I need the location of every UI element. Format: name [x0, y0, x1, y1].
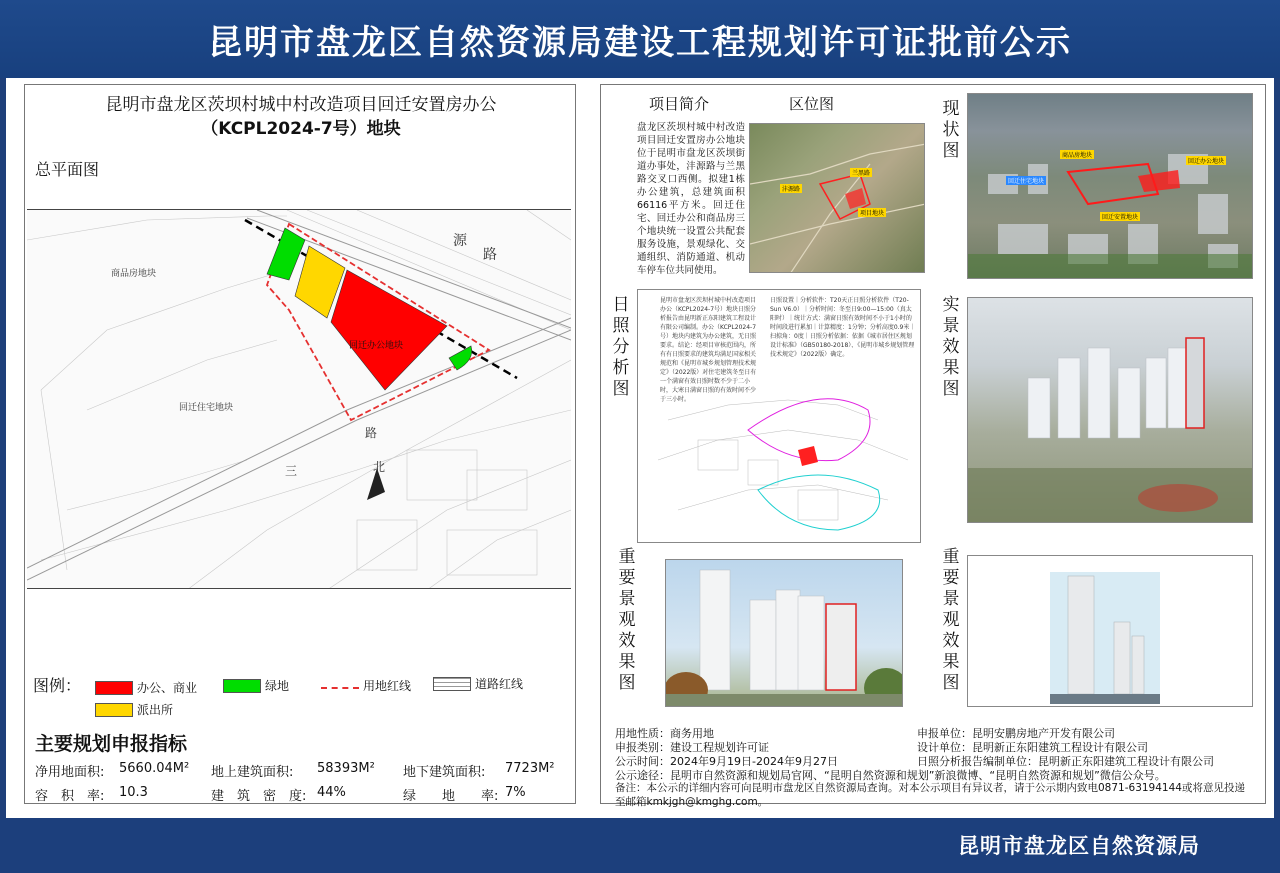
key-view-label-2: 重要景观效果图: [942, 547, 960, 693]
legend-office-swatch: [95, 681, 133, 695]
road-name-char-4: 路: [365, 426, 378, 440]
green-ratio-label: 绿 地 率:: [403, 789, 499, 804]
category: 申报类别：建设工程规划许可证: [615, 741, 769, 754]
road-name-char-3: 北: [373, 460, 386, 474]
commercial-plot-label: 商品房地块: [111, 269, 157, 279]
legend-green-swatch: [223, 679, 261, 693]
sunlight-text-right: 日照设置｜分析软件：T20天正日照分析软件（T20-Sun V6.0）｜分析时间：冬至日9:00—15:00（真太阳时）｜统计方式：满窗日照有效时间不小于1小时的时间段进行累加｜计算精度：1分钟；分析高度0.9米｜扫掠角：0度｜日照分析依据：依据《城市居住区规划设计标准》（GB50180-2018）、《昆明市城乡规划管理技术规定》（2022版）确定。: [770, 297, 916, 358]
header-banner: [0, 0, 1280, 78]
net-area-label: 净用地面积:: [35, 765, 105, 780]
page-title: 昆明市盘龙区自然资源局建设工程规划许可证批前公示: [208, 22, 1072, 63]
site-plan-map: [27, 209, 571, 589]
above-area-value: 58393M²: [317, 761, 375, 776]
location-map: [749, 123, 925, 273]
road-name-char-2: 路: [483, 247, 497, 263]
green-ratio-value: 7%: [505, 785, 526, 800]
office-plot-label: 回迁办公地块: [349, 341, 404, 351]
legend-site-line-swatch: [321, 687, 359, 689]
legend-road-line-swatch: [433, 677, 471, 691]
resettlement-plot-label: 回迁住宅地块: [179, 403, 234, 413]
road-name-char-5: 三: [285, 464, 298, 478]
key-view-render-1: [665, 559, 903, 707]
location-label: 区位图: [789, 95, 835, 113]
project-info-panel: [600, 84, 1266, 808]
legend-title: 图例：: [33, 676, 82, 695]
site-plan-drawing: [27, 210, 571, 589]
legend-road-line: 道路红线: [433, 675, 523, 692]
below-area-value: 7723M²: [505, 761, 555, 776]
site-plan-panel: [24, 84, 576, 804]
key-view-render-2: [967, 555, 1253, 707]
notice-board: [6, 78, 1274, 818]
period: 公示时间：2024年9月19日-2024年9月27日: [615, 755, 838, 768]
key-view-drawing-1: [666, 560, 903, 707]
status-tag-1: 商品房地块: [1062, 152, 1093, 159]
sunlight-label: 日照分析图: [612, 295, 630, 399]
sun-report-unit: 日照分析报告编制单位：昆明新正东阳建筑工程设计有限公司: [917, 755, 1214, 768]
realview-label: 实景效果图: [942, 295, 960, 399]
applicant: 申报单位：昆明安鹏房地产开发有限公司: [917, 727, 1115, 740]
sunlight-text-left: 昆明市盘龙区茨坝村城中村改造项目办公（KCPL2024-7号）地块日照分析报告由昆明新正东阳建筑工程设计有限公司编制。办公（KCPL2024-7号）地块内建筑为办公建筑，无日照要求。结论：经项目审核范围内，所有有日照要求的建筑均满足国家相关规范和《昆明市城乡规划管理技术规定》（2022版）对住宅建筑冬至日有一个满窗有效日照时数不少于二小时，大寒日满窗日照的有效时间不少于三小时。: [660, 297, 757, 403]
note: 备注：本公示的详细内容可向昆明市盘龙区自然资源局查询。对本公示项目有异议者，请于公示期内致电0871-63194144或将意见投递至邮箱kmkjgh@kmghg.com。: [615, 782, 1245, 808]
intro-text: 盘龙区茨坝村城中村改造项目回迁安置房办公地块位于昆明市盘龙区茨坝街道办事处，沣源路与兰黑路交叉口西侧。拟建1栋办公建筑，总建筑面积66116平方米。回迁住宅、回迁办公和商品房三个地块统一设置公共配套服务设施，景观绿化、交通组织、消防通道、机动车停车位共同使用。: [637, 122, 745, 276]
channel: 公示途径：昆明市自然资源和规划局官网、“昆明自然资源和规划”新浪微博、“昆明自然资源和规划”微信公众号。: [615, 769, 1166, 782]
far-label: 容 积 率:: [35, 789, 105, 804]
project-title-line2: （KCPL2024-7号）地块: [201, 119, 401, 139]
legend: [33, 671, 573, 721]
far-value: 10.3: [119, 785, 148, 800]
below-area-label: 地下建筑面积:: [403, 765, 486, 780]
sunlight-analysis: [637, 289, 921, 543]
key-view-drawing-2: [968, 556, 1253, 707]
intro-label: 项目简介: [649, 95, 710, 113]
site-plan-label: 总平面图: [35, 160, 100, 179]
footer-org: 昆明市盘龙区自然资源局: [958, 834, 1200, 858]
road-name-char-1: 源: [453, 233, 467, 249]
density-value: 44%: [317, 785, 346, 800]
status-tag-2: 回迁住宅地块: [1008, 178, 1045, 185]
location-tag-3: 项目地块: [860, 210, 885, 217]
legend-police: 派出所: [95, 701, 173, 718]
above-area-label: 地上建筑面积:: [211, 765, 294, 780]
status-photo-drawing: [968, 94, 1253, 279]
status-tag-4: 回迁安置地块: [1102, 214, 1139, 221]
status-tag-3: 回迁办公地块: [1188, 158, 1225, 165]
designer: 设计单位：昆明新正东阳建筑工程设计有限公司: [917, 741, 1148, 754]
legend-office: 办公、商业: [95, 679, 197, 696]
project-title: [25, 93, 577, 141]
realview-render: [967, 297, 1253, 523]
indicators-title: 主要规划申报指标: [35, 733, 188, 755]
project-title-line1: 昆明市盘龙区茨坝村城中村改造项目回迁安置房办公: [105, 95, 497, 115]
land-use: 用地性质：商务用地: [615, 727, 714, 740]
status-label: 现状图: [942, 99, 960, 161]
key-view-label-1: 重要景观效果图: [618, 547, 636, 693]
location-map-drawing: [750, 124, 925, 273]
location-tag-2: 沣源路: [782, 186, 801, 193]
legend-green: 绿地: [223, 677, 289, 694]
legend-police-swatch: [95, 703, 133, 717]
density-label: 建 筑 密 度:: [211, 789, 307, 804]
realview-drawing: [968, 298, 1253, 523]
status-photo: [967, 93, 1253, 279]
location-tag-1: 兰黑路: [852, 170, 871, 177]
footer-banner: [0, 818, 1280, 873]
net-area-value: 5660.04M²: [119, 761, 190, 776]
legend-site-line: 用地红线: [321, 677, 411, 694]
